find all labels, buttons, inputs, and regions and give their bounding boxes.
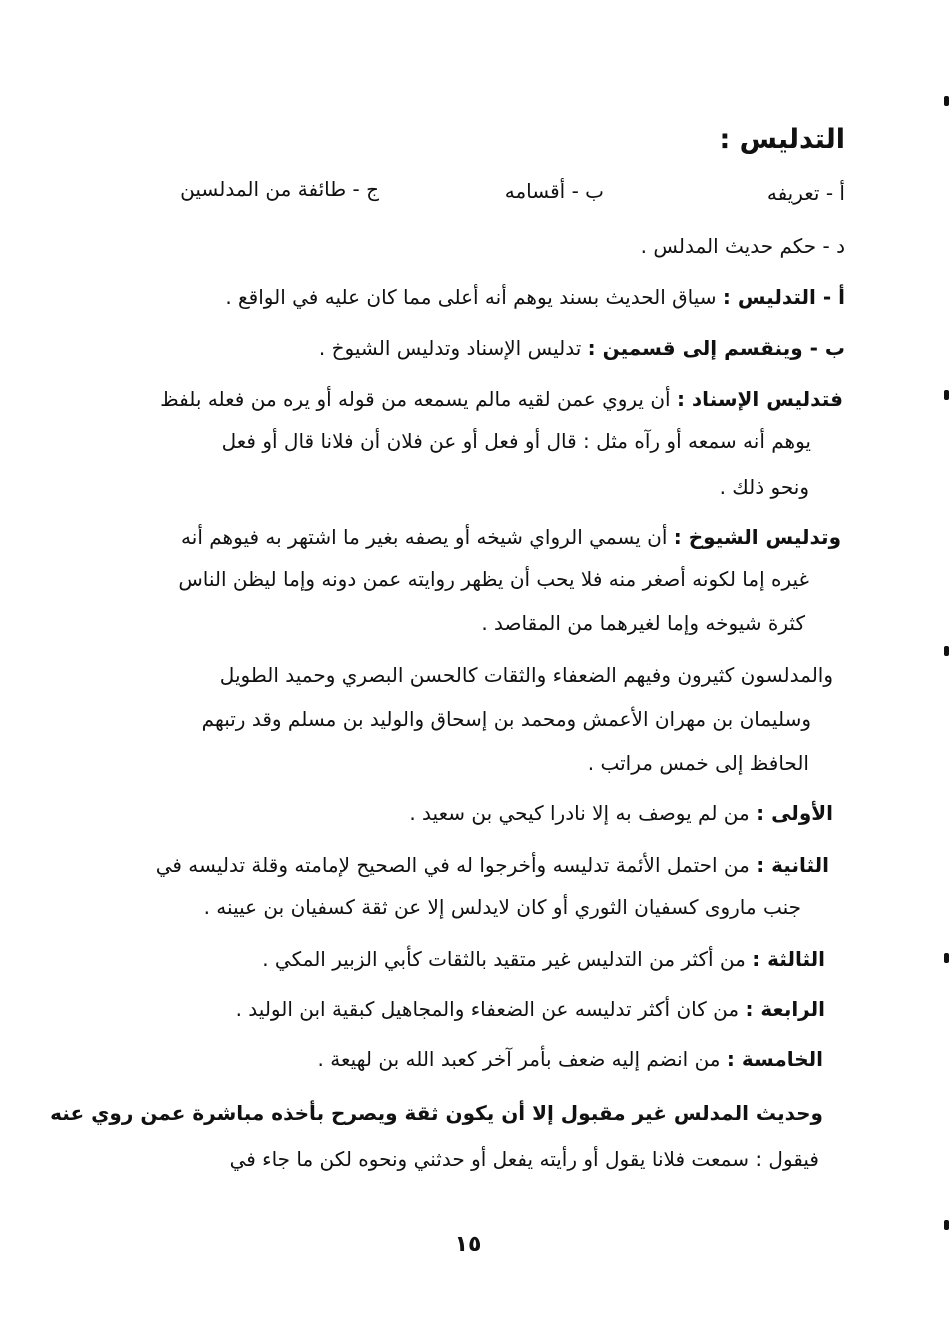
- division-label: ب - وينقسم إلى قسمين :: [587, 336, 845, 360]
- rank-first-text: من لم يوصف به إلا نادرا كيحي بن سعيد .: [409, 801, 750, 825]
- definition-text: سياق الحديث بسند يوهم أنه أعلى مما كان عليه في الواقع .: [225, 285, 717, 309]
- shuyukh-text-1: أن يسمي الرواي شيخه أو يصفه بغير ما اشتهر به فيوهم أنه: [181, 525, 668, 549]
- rank-second-line-1: [156, 850, 829, 880]
- rank-first: [409, 798, 833, 828]
- scan-mark: [944, 1220, 949, 1230]
- mudallisun-line-3: الحافظ إلى خمس مراتب .: [587, 751, 809, 775]
- isnad-label: فتدليس الإسناد :: [676, 387, 843, 411]
- rank-second-text-1: من احتمل الأئمة تدليسه وأخرجوا له في الصحيح لإمامته وقلة تدليسه في: [155, 853, 750, 877]
- isnad-text-1: أن يروي عمن لقيه مالم يسمعه من قوله أو يره من فعله بلفظ: [160, 387, 671, 411]
- mudallisun-line-1: والمدلسون كثيرون وفيهم الضعفاء والثقات كالحسن البصري وحميد الطويل: [219, 663, 833, 687]
- mudallisun-line-2: وسليمان بن مهران الأعمش ومحمد بن إسحاق والوليد بن مسلم وقد رتبهم: [201, 707, 811, 731]
- rank-second-label: الثانية :: [756, 853, 829, 877]
- division-line: [319, 333, 845, 363]
- rank-third-label: الثالثة :: [752, 947, 825, 971]
- scan-mark: [944, 646, 949, 656]
- shuyukh-line-2: غيره إما لكونه أصغر منه فلا يحب أن يظهر روايته عمن دونه وإما ليظن الناس: [178, 567, 809, 591]
- rank-fourth-label: الرابعة :: [745, 997, 825, 1021]
- ruling-line-1: وحديث المدلس غير مقبول إلا أن يكون ثقة ويصرح بأخذه مباشرة عمن روي عنه: [50, 1101, 823, 1125]
- shuyukh-label: وتدليس الشيوخ :: [673, 525, 841, 549]
- rank-fifth: [318, 1044, 823, 1074]
- ruling-line-2: فيقول : سمعت فلانا يقول أو رأيته يفعل أو حدثني ونحوه لكن ما جاء في: [229, 1147, 819, 1171]
- section-c: ج - طائفة من المدلسين: [180, 177, 379, 201]
- scan-mark: [944, 953, 949, 963]
- section-d: د - حكم حديث المدلس .: [640, 234, 845, 258]
- page-title: التدليس :: [719, 124, 845, 155]
- division-text: تدليس الإسناد وتدليس الشيوخ .: [318, 336, 582, 360]
- scan-mark: [944, 96, 949, 106]
- rank-fourth: [236, 994, 825, 1024]
- rank-fifth-text: من انضم إليه ضعف بأمر آخر كعبد الله بن لهيعة .: [317, 1047, 721, 1071]
- page-number: ١٥: [454, 1232, 482, 1257]
- rank-fourth-text: من كان أكثر تدليسه عن الضعفاء والمجاهيل كبقية ابن الوليد .: [235, 997, 740, 1021]
- rank-third: [262, 944, 825, 974]
- definition-label: أ - التدليس :: [722, 285, 845, 309]
- isnad-line-1: [160, 384, 843, 414]
- rank-third-text: من أكثر من التدليس غير متقيد بالثقات كأبي الزبير المكي .: [262, 947, 746, 971]
- isnad-line-3: ونحو ذلك .: [719, 475, 809, 499]
- shuyukh-line-1: [181, 522, 841, 552]
- shuyukh-line-3: كثرة شيوخه وإما لغيرهما من المقاصد .: [481, 611, 805, 635]
- definition-line: [225, 282, 845, 312]
- rank-first-label: الأولى :: [756, 801, 833, 825]
- section-a: أ - تعريفه: [766, 181, 845, 205]
- isnad-line-2: يوهم أنه سمعه أو رآه مثل : قال أو فعل أو عن فلان أن فلانا قال أو فعل: [221, 429, 811, 453]
- rank-fifth-label: الخامسة :: [726, 1047, 823, 1071]
- rank-second-line-2: جنب ماروى كسفيان الثوري أو كان لايدلس إلا عن ثقة كسفيان بن عيينه .: [203, 895, 801, 919]
- scan-mark: [944, 390, 949, 400]
- section-b: ب - أقسامه: [504, 179, 604, 203]
